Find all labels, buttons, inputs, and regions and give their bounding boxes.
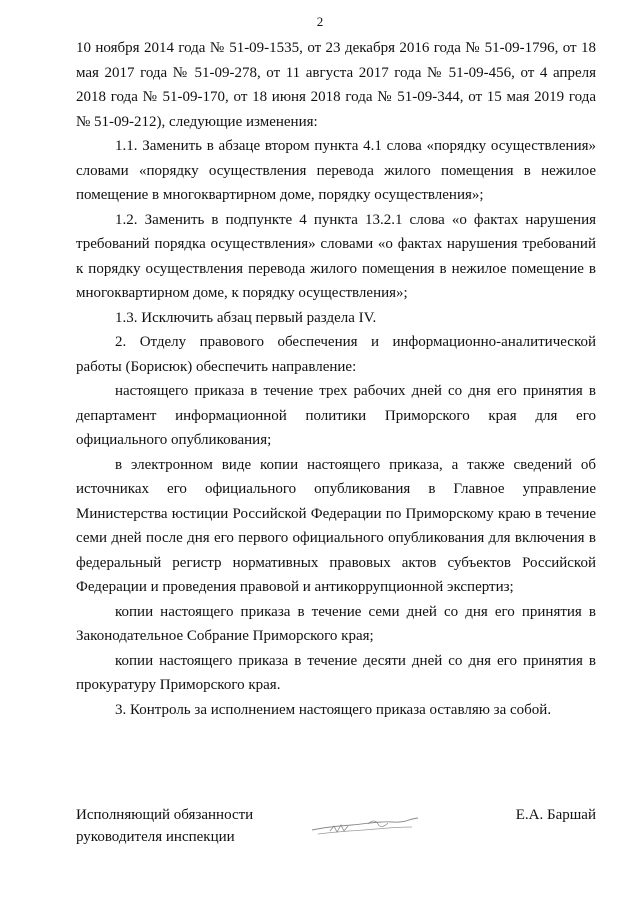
paragraph-item-2-d: копии настоящего приказа в течение десяти дней со дня его принятия в прокуратуру Приморского края. — [76, 652, 596, 693]
signature-block — [76, 804, 596, 850]
paragraph-continuation: 10 ноября 2014 года № 51-09-1535, от 23 декабря 2016 года № 51-09-1796, от 18 мая 2017 года № 51-09-278, от 11 августа 2017 года № 51-09-456, от 4 апреля 2018 года № 51-09-170, от 18 июня 2018 года № 51-09-344, от 15 мая 2019 года № 51-09-212), следующие изменения: — [76, 40, 596, 130]
page-number: 2 — [316, 14, 324, 29]
paragraph-item-1-2: 1.2. Заменить в подпункте 4 пункта 13.2.1 слова «о фактах нарушения требований порядка осуществления» словами «о фактах нарушения требований к порядку осуществления перевода жилого помещения в нежилое помещение в многоквартирном доме, к порядку осуществления»; — [76, 211, 596, 301]
signatory-position — [76, 804, 253, 848]
document-body — [76, 36, 596, 722]
paragraph-item-2-c: копии настоящего приказа в течение семи дней со дня его принятия в Законодательное Собрание Приморского края; — [76, 603, 596, 644]
signatory-position-line-2: руководителя инспекции — [76, 829, 235, 845]
paragraph-item-2-b: в электронном виде копии настоящего приказа, а также сведений об источниках его официального опубликования в Главное управление Министерства юстиции Российской Федерации по Приморскому краю в течение семи дней после дня его первого официального опубликования для включения в федеральный регистр нормативных правовых актов субъектов Российской Федерации и проведения правовой и антикоррупционной экспертиз; — [76, 456, 596, 595]
paragraph-item-2: 2. Отделу правового обеспечения и информационно-аналитической работы (Борисюк) обеспечить направление: — [76, 334, 596, 375]
paragraph-item-1-3: 1.3. Исключить абзац первый раздела IV. — [115, 309, 377, 326]
handwritten-signature-icon — [308, 810, 428, 842]
signatory-position-line-1: Исполняющий обязанности — [76, 807, 254, 823]
signatory-name: Е.А. Баршай — [515, 807, 596, 823]
paragraph-item-1-1: 1.1. Заменить в абзаце втором пункта 4.1 слова «порядку осуществления» словами «порядку осуществления перевода жилого помещения в нежилое помещение в многоквартирном доме, порядку осуществления»; — [76, 138, 596, 203]
paragraph-item-3: 3. Контроль за исполнением настоящего приказа оставляю за собой. — [115, 701, 552, 718]
paragraph-item-2-a: настоящего приказа в течение трех рабочих дней со дня его принятия в департамент информационной политики Приморского края для его официального опубликования; — [76, 383, 596, 448]
